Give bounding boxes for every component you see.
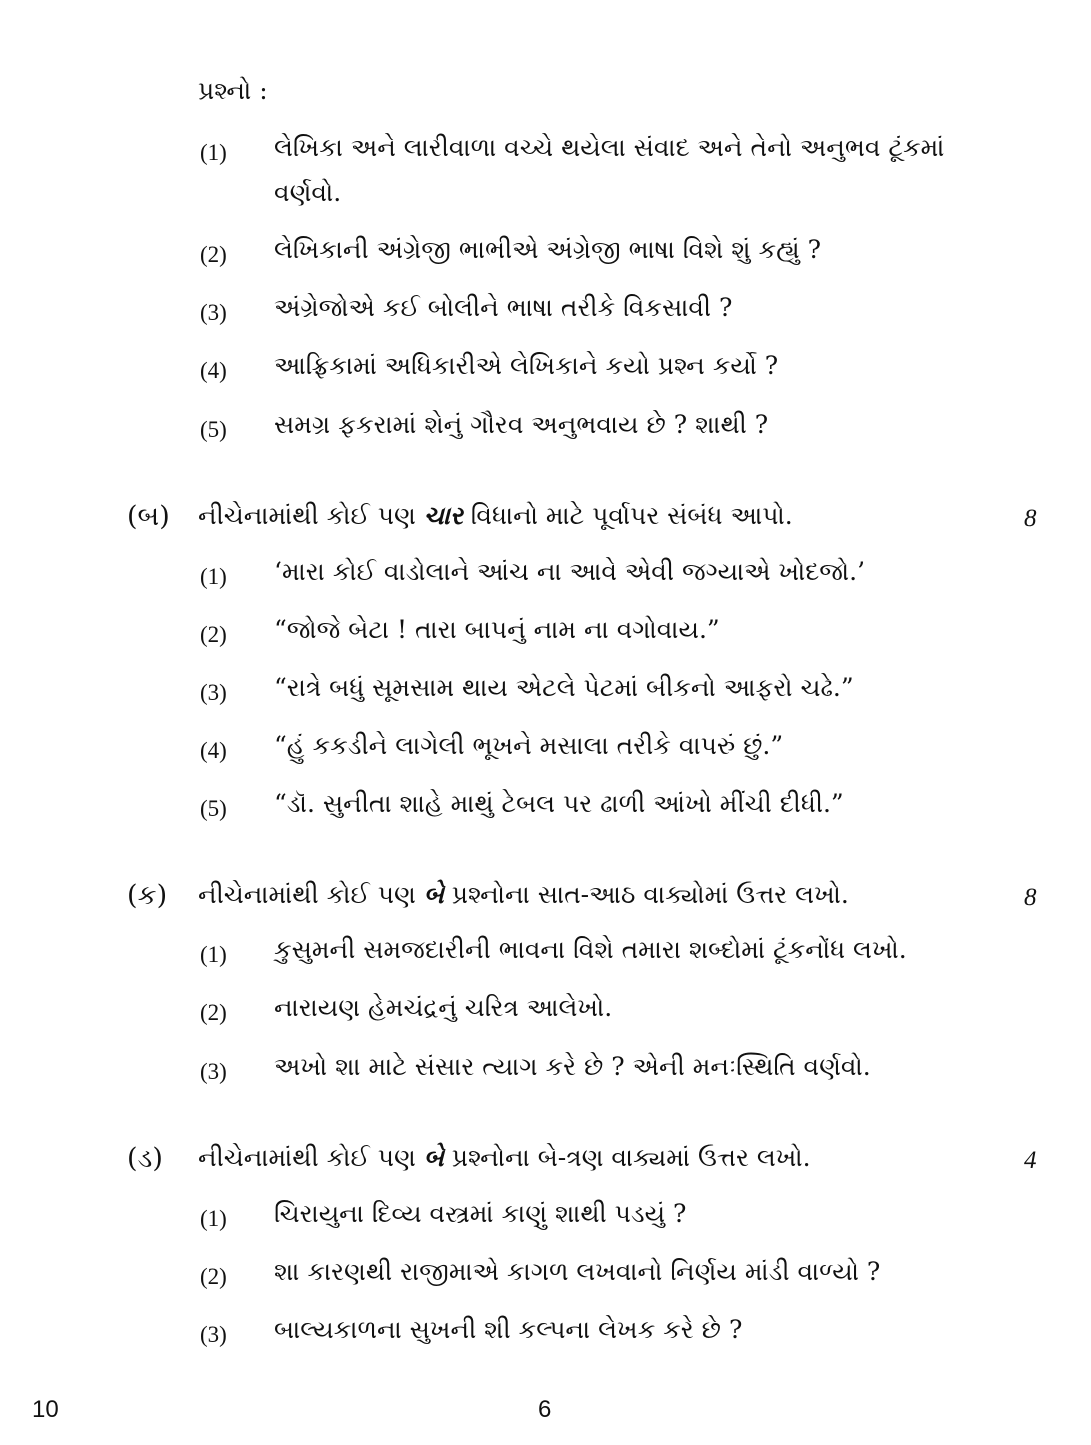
section-instruction (198, 880, 849, 910)
question-text-continued: વર્ણવો. (274, 178, 342, 207)
item-text: કુસુમની સમજદારીની ભાવના વિશે તમારા શબ્દોમાં ટૂંકનોંધ લખો. (274, 935, 907, 964)
item-text: ‘મારા કોઈ વાડોલાને આંચ ના આવે એવી જગ્યાએ ખોદજો.’ (274, 557, 866, 586)
item-text: “ડૉ. સુનીતા શાહે માથું ટેબલ પર ઢાળી આંખો મીંચી દીધી.” (274, 789, 844, 818)
item-text: ચિરાયુના દિવ્ય વસ્ત્રમાં કાણું શાથી પડયું ? (274, 1199, 687, 1228)
instruction-text: નીચેનામાંથી કોઈ પણ (198, 880, 416, 909)
item-text: બાલ્યકાળના સુખની શી કલ્પના લેખક કરે છે ? (274, 1315, 743, 1344)
item-number: (4) (200, 738, 227, 763)
item-number: (2) (200, 1264, 227, 1289)
instruction-text: નીચેનામાંથી કોઈ પણ (198, 1143, 416, 1172)
question-text: અંગ્રેજોએ કઈ બોલીને ભાષા તરીકે વિકસાવી ? (274, 293, 733, 322)
section-instruction (198, 501, 793, 531)
item-text: “જોજે બેટા ! તારા બાપનું નામ ના વગોવાય.” (274, 615, 720, 644)
question-number: (1) (200, 140, 227, 165)
section-label: (ક) (127, 880, 168, 911)
question-text: આફ્રિકામાં અધિકારીએ લેખિકાને કયો પ્રશ્ન કર્યો ? (274, 351, 779, 380)
item-number: (3) (200, 1322, 227, 1347)
page-number: 6 (538, 1396, 552, 1423)
section-instruction (198, 1143, 811, 1173)
instruction-text: વિધાનો માટે પૂર્વાપર સંબંધ આપો. (470, 501, 793, 530)
question-text: લેખિકાની અંગ્રેજી ભાભીએ અંગ્રેજી ભાષા વિશે શું કહ્યું ? (274, 235, 822, 264)
item-text: અખો શા માટે સંસાર ત્યાગ કરે છે ? એની મનઃસ્થિતિ વર્ણવો. (274, 1052, 871, 1081)
item-number: (3) (200, 1059, 227, 1084)
item-number: (2) (200, 1000, 227, 1025)
question-number: (2) (200, 242, 227, 267)
question-number: (3) (200, 300, 227, 325)
section-label: (બ) (127, 501, 170, 532)
questions-heading: પ્રશ્નો : (198, 76, 268, 105)
question-number: (4) (200, 358, 227, 383)
instruction-emphasis: ચાર (423, 501, 463, 530)
item-text: નારાયણ હેમચંદ્રનું ચરિત્ર આલેખો. (274, 993, 613, 1022)
section-marks: 8 (1024, 884, 1037, 911)
item-text: શા કારણથી રાજીમાએ કાગળ લખવાનો નિર્ણય માંડી વાળ્યો ? (274, 1257, 881, 1286)
instruction-emphasis: બે (423, 1143, 444, 1172)
section-marks: 8 (1024, 505, 1037, 532)
item-number: (3) (200, 680, 227, 705)
paper-code: 10 (32, 1396, 59, 1423)
question-text: સમગ્ર ફકરામાં શેનું ગૌરવ અનુભવાય છે ? શાથી ? (274, 410, 769, 439)
item-text: “રાત્રે બધું સૂમસામ થાય એટલે પેટમાં બીકનો આફરો ચઢે.” (274, 673, 854, 702)
question-number: (5) (200, 417, 227, 442)
item-number: (5) (200, 796, 227, 821)
question-text: લેખિકા અને લારીવાળા વચ્ચે થયેલા સંવાદ અને તેનો અનુભવ ટૂંકમાં (274, 133, 945, 162)
item-text: “હું કકડીને લાગેલી ભૂખને મસાલા તરીકે વાપરું છું.” (274, 731, 784, 760)
instruction-text: નીચેનામાંથી કોઈ પણ (198, 501, 416, 530)
item-number: (1) (200, 942, 227, 967)
item-number: (2) (200, 622, 227, 647)
instruction-text: પ્રશ્નોના સાત-આઠ વાક્યોમાં ઉત્તર લખો. (451, 880, 849, 909)
item-number: (1) (200, 564, 227, 589)
instruction-emphasis: બે (423, 880, 444, 909)
instruction-text: પ્રશ્નોના બે-ત્રણ વાક્યમાં ઉત્તર લખો. (451, 1143, 811, 1172)
section-marks: 4 (1024, 1147, 1037, 1174)
section-label: (ડ) (127, 1143, 163, 1174)
item-number: (1) (200, 1206, 227, 1231)
